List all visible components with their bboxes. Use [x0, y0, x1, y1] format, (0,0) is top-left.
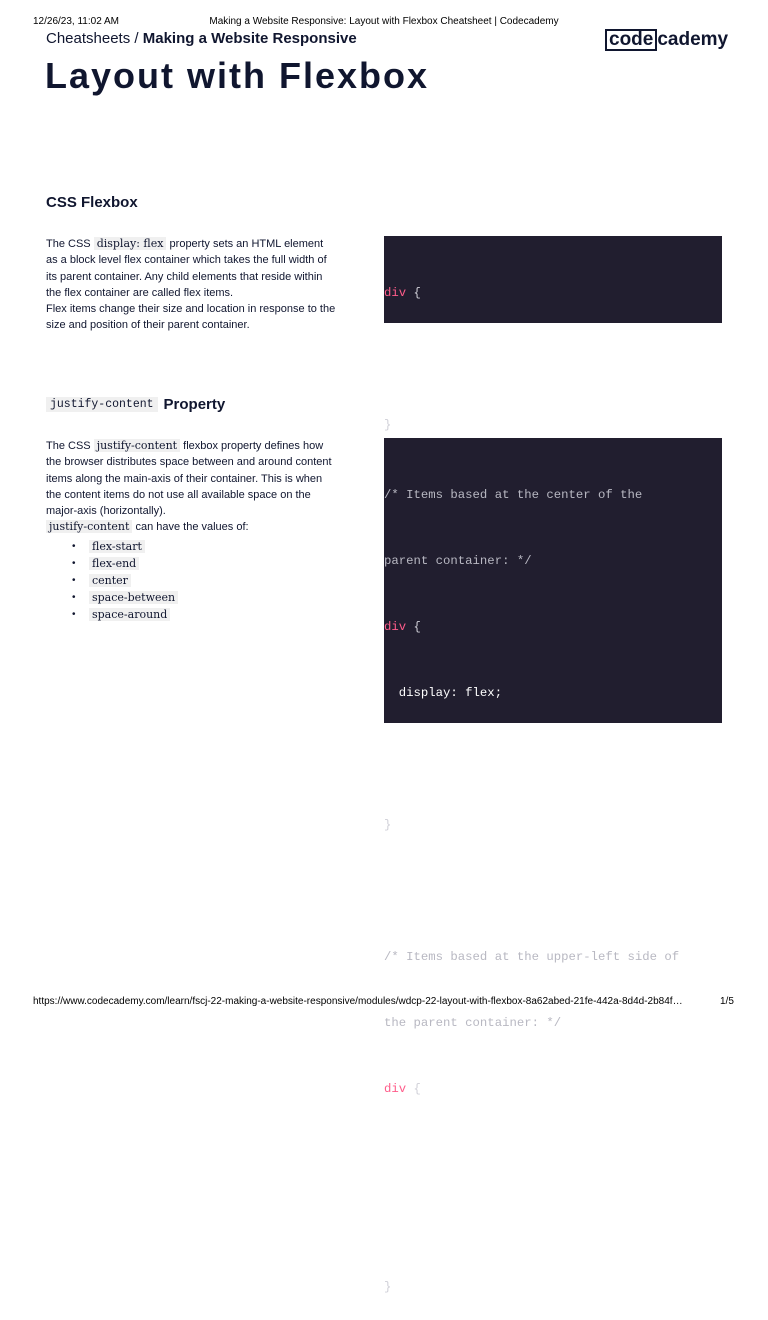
code-line — [384, 880, 722, 902]
text-segment: The CSS — [46, 238, 94, 250]
footer-url: https://www.codecademy.com/learn/fscj-22-making-a-website-responsive/modules/wdcp-22-layout-with-flexbox-8a62abed-21fe-442a-8d4d-2b84f… — [33, 996, 683, 1007]
code-text: justify-content: flex-start; — [384, 1214, 606, 1228]
code-text: display: flex; — [384, 1148, 503, 1162]
logo-rest-text: cademy — [657, 29, 729, 50]
inline-code-justify-content: justify-content — [94, 439, 180, 452]
code-line — [384, 1012, 722, 1034]
code-line — [384, 814, 722, 836]
code-comment: /* Items based at the upper-left side of — [384, 950, 680, 964]
print-header — [0, 16, 768, 30]
code-line — [384, 282, 722, 304]
value-code: space-between — [89, 591, 178, 604]
code-line — [384, 616, 722, 638]
code-line — [384, 414, 722, 436]
codecademy-logo[interactable] — [605, 29, 728, 51]
code-text: } — [384, 1280, 392, 1294]
breadcrumb-separator: / — [130, 30, 143, 47]
code-line — [384, 348, 722, 370]
inline-code-justify-content: justify-content — [46, 520, 132, 533]
breadcrumb-current[interactable]: Making a Website Responsive — [142, 30, 357, 47]
justify-content-paragraph — [46, 438, 336, 519]
code-keyword: div — [384, 1082, 407, 1096]
code-comment: parent container: */ — [384, 554, 532, 568]
code-text: justify-content: center; — [384, 752, 576, 766]
value-code: flex-start — [89, 540, 145, 553]
code-text: { — [406, 286, 421, 300]
heading-inline-code: justify-content — [46, 397, 158, 412]
code-text: { — [406, 620, 421, 634]
code-line — [384, 946, 722, 968]
code-line — [384, 1144, 722, 1166]
text-segment: can have the values of: — [132, 521, 249, 534]
values-intro — [46, 519, 336, 535]
list-item — [46, 538, 336, 555]
code-keyword: div — [384, 620, 407, 634]
justify-content-values-list — [46, 538, 336, 623]
text-segment: The CSS — [46, 440, 94, 452]
code-line — [384, 484, 722, 506]
breadcrumb — [46, 30, 357, 47]
code-text: } — [384, 818, 392, 832]
bullet-icon: • — [72, 574, 76, 586]
code-line — [384, 748, 722, 770]
heading-text: Property — [163, 396, 226, 413]
code-comment: /* Items based at the center of the — [384, 488, 643, 502]
value-code: center — [89, 574, 131, 587]
value-code: flex-end — [89, 557, 139, 570]
bullet-icon: • — [72, 540, 76, 552]
list-item — [46, 589, 336, 606]
print-page-title: Making a Website Responsive: Layout with Flexbox Cheatsheet | Codecademy — [209, 16, 559, 27]
code-text: } — [384, 418, 392, 432]
text-segment: flexbox property defines how the browser distributes space between and around content items along the main-axis of their container. This is when the content items do not use all available space on the major-axis (horizontally). — [46, 440, 332, 518]
list-item — [46, 606, 336, 623]
bullet-icon: • — [72, 591, 76, 603]
text-segment: property sets an HTML element as a block level flex container which takes the full width of its parent container. Any child elements that reside within the flex container are called flex items. — [46, 238, 327, 299]
code-line — [384, 1210, 722, 1232]
inline-code-display-flex: display: flex — [94, 237, 167, 250]
justify-content-description — [46, 438, 336, 623]
code-example-display-flex — [384, 236, 722, 432]
css-flexbox-paragraph-2: Flex items change their size and location in response to the size and position of their parent container. — [46, 303, 336, 332]
value-code: space-around — [89, 608, 170, 621]
code-comment: the parent container: */ — [384, 1016, 562, 1030]
code-example-justify-content — [384, 438, 722, 1294]
code-line — [384, 682, 722, 704]
code-text: { — [406, 1082, 421, 1096]
code-text: display: flex; — [384, 352, 503, 366]
css-flexbox-paragraph — [46, 236, 336, 301]
code-line — [384, 1276, 722, 1298]
print-footer — [0, 996, 768, 1010]
code-text: display: flex; — [384, 686, 503, 700]
bullet-icon: • — [72, 608, 76, 620]
list-item — [46, 572, 336, 589]
code-line — [384, 550, 722, 572]
bullet-icon: • — [72, 557, 76, 569]
section-heading-justify-content — [46, 396, 225, 413]
page-title: Layout with Flexbox — [45, 55, 430, 96]
css-flexbox-description — [46, 236, 336, 334]
footer-page-number: 1/5 — [720, 996, 734, 1007]
code-line — [384, 1078, 722, 1100]
section-heading-css-flexbox: CSS Flexbox — [46, 194, 138, 211]
print-date: 12/26/23, 11:02 AM — [33, 16, 119, 27]
logo-box-text: code — [605, 29, 657, 51]
list-item — [46, 555, 336, 572]
breadcrumb-cheatsheets-link[interactable]: Cheatsheets — [46, 30, 131, 47]
code-keyword: div — [384, 286, 407, 300]
